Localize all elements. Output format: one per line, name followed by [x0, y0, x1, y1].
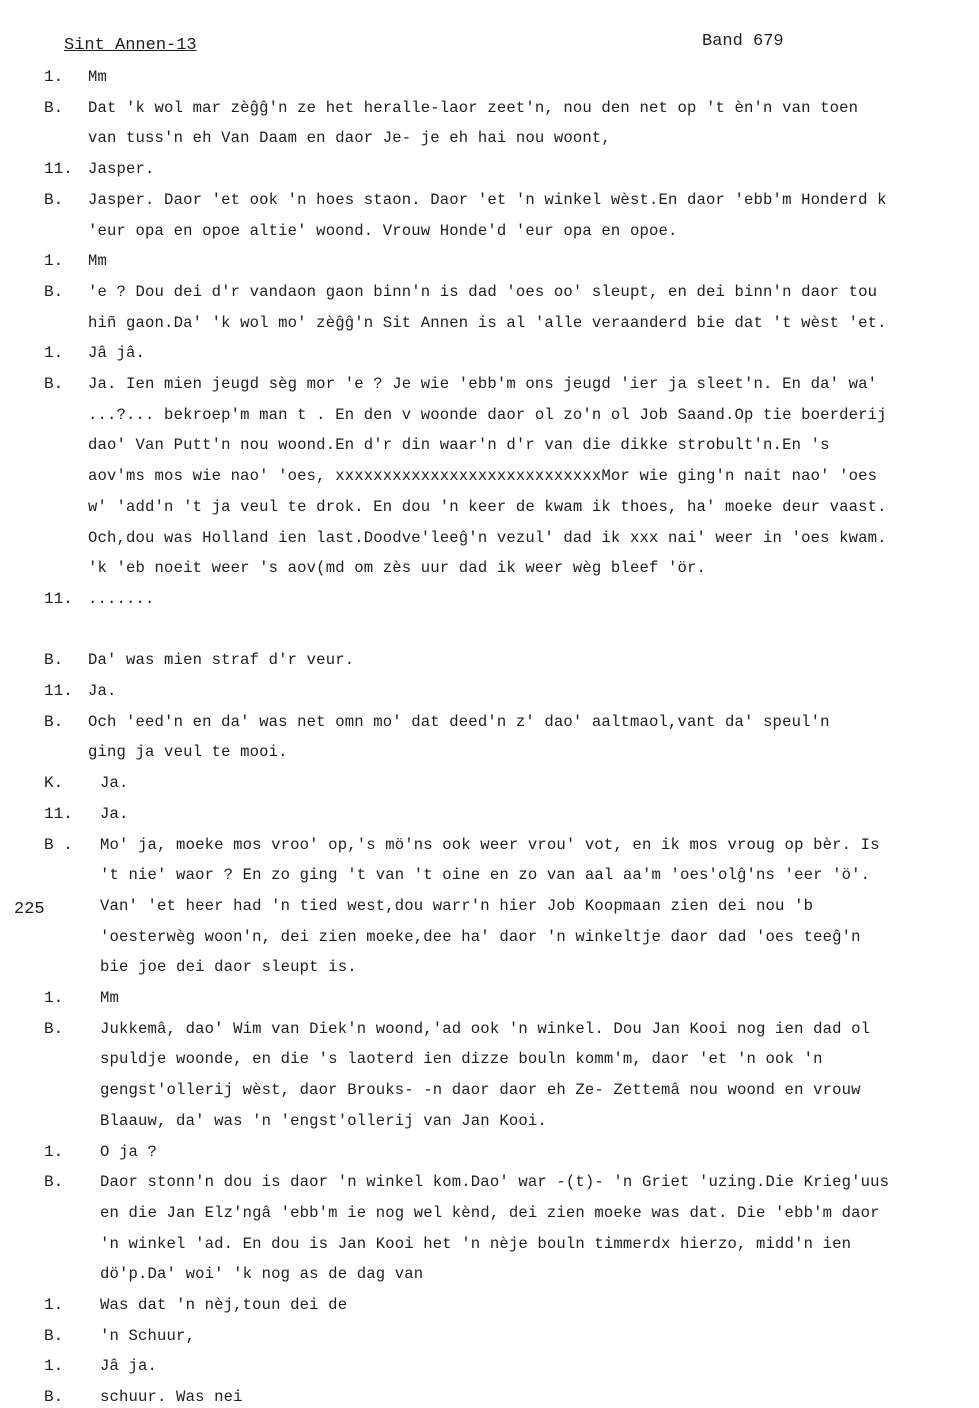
transcript-line: 'k 'eb noeit weer 's aov(md om zès uur dad ik weer wèg bleef 'ör.	[88, 559, 707, 578]
transcript-line: 'oesterwèg woon'n, dei zien moeke,dee ha' daor 'n winkeltje daor dad 'oes teeĝ'n	[100, 927, 861, 946]
transcript-line: .......	[88, 589, 155, 608]
speaker-label: 1.	[44, 68, 64, 86]
transcript-line: O ja ?	[100, 1142, 158, 1161]
transcript-line: 'n Schuur,	[100, 1326, 196, 1345]
transcript-line: schuur. Was nei	[100, 1388, 243, 1407]
transcript-line: 't nie' waor ? En zo ging 't van 't oine en zo van aal aa'm 'oes'olĝ'ns 'eer 'ö'.	[100, 866, 871, 885]
margin-line-number: 225	[14, 900, 45, 919]
speaker-label: B.	[44, 282, 64, 301]
transcript-line: aov'ms mos wie nao' 'oes, xxxxxxxxxxxxxxxxxxxxxxxxxxxxMor wie ging'n nait nao' 'oes	[88, 467, 878, 486]
transcript-line: Ja.	[100, 804, 129, 823]
transcript-line: ...?... bekroep'm man t . En den v woonde daor ol zo'n ol Job Saand.Op tie boerderij	[88, 405, 887, 424]
speaker-label: B.	[44, 98, 64, 117]
speaker-label: 1.	[44, 1357, 64, 1376]
transcript-line: Daor stonn'n dou is daor 'n winkel kom.Dao' war -(t)- 'n Griet 'uzing.Die Krieg'uus	[100, 1173, 890, 1192]
transcript-line: dö'p.Da' woi' 'k nog as de dag van	[100, 1265, 424, 1284]
transcript-line: Jukkemâ, dao' Wim van Diek'n woond,'ad ook 'n winkel. Dou Jan Kooi nog ien dad ol	[100, 1019, 871, 1038]
speaker-label: B.	[44, 1019, 64, 1038]
transcript-line: Jâ ja.	[100, 1357, 158, 1376]
speaker-label: 11.	[44, 682, 73, 700]
transcript-line: Blaauw, da' was 'n 'engst'ollerij van Jan Kooi.	[100, 1111, 547, 1130]
speaker-label: 1.	[44, 989, 64, 1007]
document-title: Sint Annen-13	[64, 36, 197, 55]
transcript-line: Dat 'k wol mar zèĝĝ'n ze het heralle-laor zeet'n, nou den net op 't èn'n van toen	[88, 98, 859, 117]
transcript-line: 'eur opa en opoe altie' woond. Vrouw Honde'd 'eur opa en opoe.	[88, 221, 678, 240]
transcript-line: Ja. Ien mien jeugd sèg mor 'e ? Je wie 'ebb'm ons jeugd 'ier ja sleet'n. En da' wa'	[88, 375, 878, 393]
transcript-line: Mm	[88, 68, 108, 86]
transcript-line: Jâ jâ.	[88, 344, 146, 363]
transcript-line: Ja.	[100, 774, 129, 793]
speaker-label: B.	[44, 190, 64, 209]
speaker-label: K.	[44, 774, 64, 793]
transcript-line: Mm	[100, 989, 120, 1007]
transcript-line: Och 'eed'n en da' was net omn mo' dat deed'n z' dao' aaltmaol,vant da' speul'n	[88, 712, 830, 731]
speaker-label: 1.	[44, 252, 64, 271]
transcript-line: Van' 'et heer had 'n tied west,dou warr'n hier Job Koopmaan zien dei nou 'b	[100, 896, 814, 915]
transcript-line: 'e ? Dou dei d'r vandaon gaon binn'n is dad 'oes oo' sleupt, en dei binn'n daor tou	[88, 282, 878, 301]
transcript-line: Och,dou was Holland ien last.Doodve'leeĝ'n vezul' dad ik xxx nai' weer in 'oes kwam.	[88, 528, 887, 547]
speaker-label: B .	[44, 835, 73, 854]
speaker-label: B.	[44, 712, 64, 731]
transcript-line: 'n winkel 'ad. En dou is Jan Kooi het 'n nèje bouln timmerdx hierzo, midd'n ien	[100, 1234, 852, 1253]
transcript-line: w' 'add'n 't ja veul te drok. En dou 'n keer de kwam ik thoes, ha' moeke deur vaast.	[88, 497, 887, 516]
speaker-label: B.	[44, 651, 64, 670]
transcript-line: en die Jan Elz'ngâ 'ebb'm ie nog wel kènd, dei zien moeke was dat. Die 'ebb'm daor	[100, 1203, 880, 1222]
speaker-label: 11.	[44, 589, 73, 608]
transcript-line: hiñ gaon.Da' 'k wol mo' zèĝĝ'n Sit Annen is al 'alle veraanderd bie dat 't wèst 'et.	[88, 313, 887, 332]
transcript-line: ging ja veul te mooi.	[88, 743, 288, 762]
speaker-label: 11.	[44, 804, 73, 823]
speaker-label: 11.	[44, 160, 73, 179]
speaker-label: 1.	[44, 1296, 64, 1314]
speaker-label: B.	[44, 1388, 64, 1407]
band-number: Band 679	[702, 32, 784, 51]
transcript-line: Was dat 'n nèj,toun dei de	[100, 1296, 348, 1314]
transcript-line: Mo' ja, moeke mos vroo' op,'s mö'ns ook weer vrou' vot, en ik mos vroug op bèr. Is	[100, 835, 880, 854]
transcript-line: Ja.	[88, 682, 117, 700]
speaker-label: 1.	[44, 1142, 64, 1161]
speaker-label: 1.	[44, 344, 64, 363]
transcript-line: van tuss'n eh Van Daam en daor Je- je eh hai nou woont,	[88, 129, 611, 148]
speaker-label: B.	[44, 1173, 64, 1192]
transcript-line: dao' Van Putt'n nou woond.En d'r din waar'n d'r van die dikke strobult'n.En 's	[88, 436, 830, 455]
speaker-label: B.	[44, 375, 64, 393]
transcript-line: Mm	[88, 252, 108, 271]
transcript-line: gengst'ollerij wèst, daor Brouks- -n daor daor eh Ze- Zettemâ nou woond en vrouw	[100, 1081, 861, 1100]
transcript-line: Jasper.	[88, 160, 155, 179]
speaker-label: B.	[44, 1326, 64, 1345]
transcript-line: Da' was mien straf d'r veur.	[88, 651, 355, 670]
transcript-line: Jasper. Daor 'et ook 'n hoes staon. Daor 'et 'n winkel wèst.En daor 'ebb'm Honderd k	[88, 190, 887, 209]
transcript-line: bie joe dei daor sleupt is.	[100, 958, 357, 977]
transcript-line: spuldje woonde, en die 's laoterd ien dizze bouln komm'm, daor 'et 'n ook 'n	[100, 1050, 823, 1069]
